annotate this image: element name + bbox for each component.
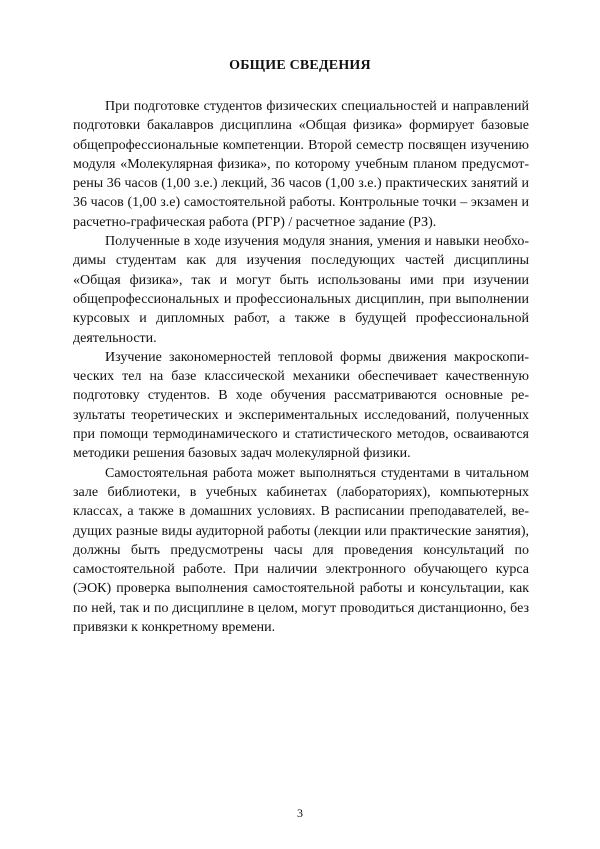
body-text xyxy=(73,97,529,637)
page-title: ОБЩИЕ СВЕДЕНИЯ xyxy=(229,58,371,73)
paragraph-intro: При подготовке студентов физических специальностей и направлений подготовки бакалавров дисциплина «Общая физика» формирует базовые общепрофессиональные компетенции. Второй семестр посвящен изучению модуля «Молекулярная физика», по которому учебным планом предусмотрены 36 часов (1,00 з.е.) лекций, 36 часов (1,00 з.е.) практических занятий и 36 часов (1,00 з.е) самостоятельной работы. Контрольные точки – экзамен и расчетно-графическая работа (РГР) / расчетное задание (РЗ). xyxy=(73,99,529,230)
page-number: 3 xyxy=(297,806,303,820)
paragraph-self-study: Самостоятельная работа может выполняться студентами в читальном зале библиотеки, в учебных кабинетах (лабораториях), компьютерных классах, а также в домашних условиях. В расписании преподавателей, ведущих разные виды аудиторной работы (лекции или практические занятия), должны быть предусмотрены часы для проведения консультаций по самостоятельной работе. При наличии электронного обучающего курса (ЭОК) проверка выполнения самостоятельной работы и консультации, как по ней, так и по дисциплине в целом, могут проводиться дистанционно, без привязки к конкретному времени. xyxy=(73,465,529,636)
paragraph-study: Изучение закономерностей тепловой формы движения макроскопических тел на базе классической механики обеспечивает качественную подготовку студентов. В ходе обучения рассматриваются основные результаты теоретических и экспериментальных исследований, полученных при помощи термодинамического и статистического методов, осваиваются методики решения базовых задач молекулярной физики. xyxy=(73,349,529,462)
paragraph-knowledge: Полученные в ходе изучения модуля знания, умения и навыки необходимы студентам как для изучения последующих частей дисциплины «Общая физика», так и могут быть использованы ими при изучении общепрофессиональных и профессиональных дисциплин, при выполнении курсовых и дипломных работ, а также в будущей профессиональной деятельности. xyxy=(73,234,529,346)
